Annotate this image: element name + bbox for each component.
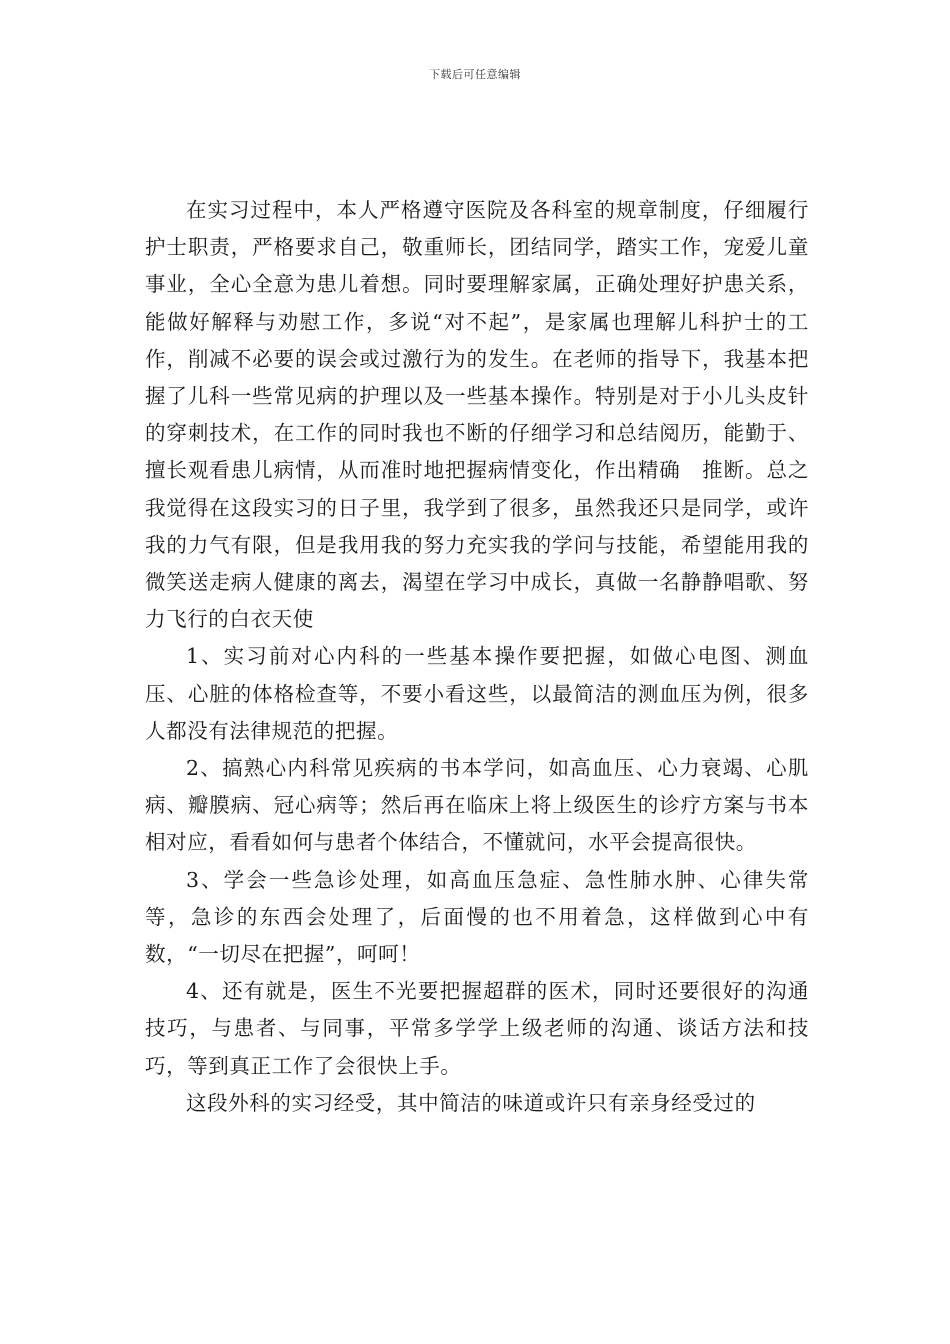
paragraph-item-3: 3、学会一些急诊处理，如高血压急症、急性肺水肿、心律失常等，急诊的东西会处理了，后面慢的也不用着急，这样做到心中有数，“一切尽在把握”，呵呵！ — [145, 867, 809, 967]
header-note: 下载后可任意编辑 — [429, 68, 521, 81]
paragraph-item-2: 2、搞熟心内科常见疾病的书本学问，如高血压、心力衰竭、心肌病、瓣膜病、冠心病等；然后再在临床上将上级医生的诊疗方案与书本相对应，看看如何与患者个体结合，不懂就问，水平会提高很快。 — [145, 756, 809, 855]
paragraph-surgery-intro: 这段外科的实习经受，其中简洁的味道或许只有亲身经受过的 — [186, 1090, 756, 1115]
paragraph-internship-summary: 在实习过程中，本人严格遵守医院及各科室的规章制度，仔细履行护士职责，严格要求自己，敬重师长，团结同学，踏实工作，宠爱儿童事业，全心全意为患儿着想。同时要理解家属，正确处理好护患关系，能做好解释与劝慰工作，多说“对不起”，是家属也理解儿科护士的工作，削减不必要的误会或过激行为的发生。在老师的指导下，我基本把握了儿科一些常见病的护理以及一些基本操作。特别是对于小儿头皮针的穿刺技术，在工作的同时我也不断的仔细学习和总结阅历，能勤于、擅长观看患儿病情，从而准时地把握病情变化，作出精确 推断。总之我觉得在这段实习的日子里，我学到了很多，虽然我还只是同学，或许我的力气有限，但是我用我的努力充实我的学问与技能，希望能用我的微笑送走病人健康的离去，渴望在学习中成长，真做一名静静唱歌、努力飞行的白衣天使 — [145, 198, 809, 632]
paragraph-item-4: 4、还有就是，医生不光要把握超群的医术，同时还要很好的沟通技巧，与患者、与同事，平常多学学上级老师的沟通、谈话方法和技巧，等到真正工作了会很快上手。 — [145, 979, 809, 1078]
paragraph-item-1: 1、实习前对心内科的一些基本操作要把握，如做心电图、测血压、心脏的体格检查等，不要小看这些，以最简洁的测血压为例，很多人都没有法律规范的把握。 — [145, 644, 809, 743]
document-body — [145, 192, 809, 1122]
